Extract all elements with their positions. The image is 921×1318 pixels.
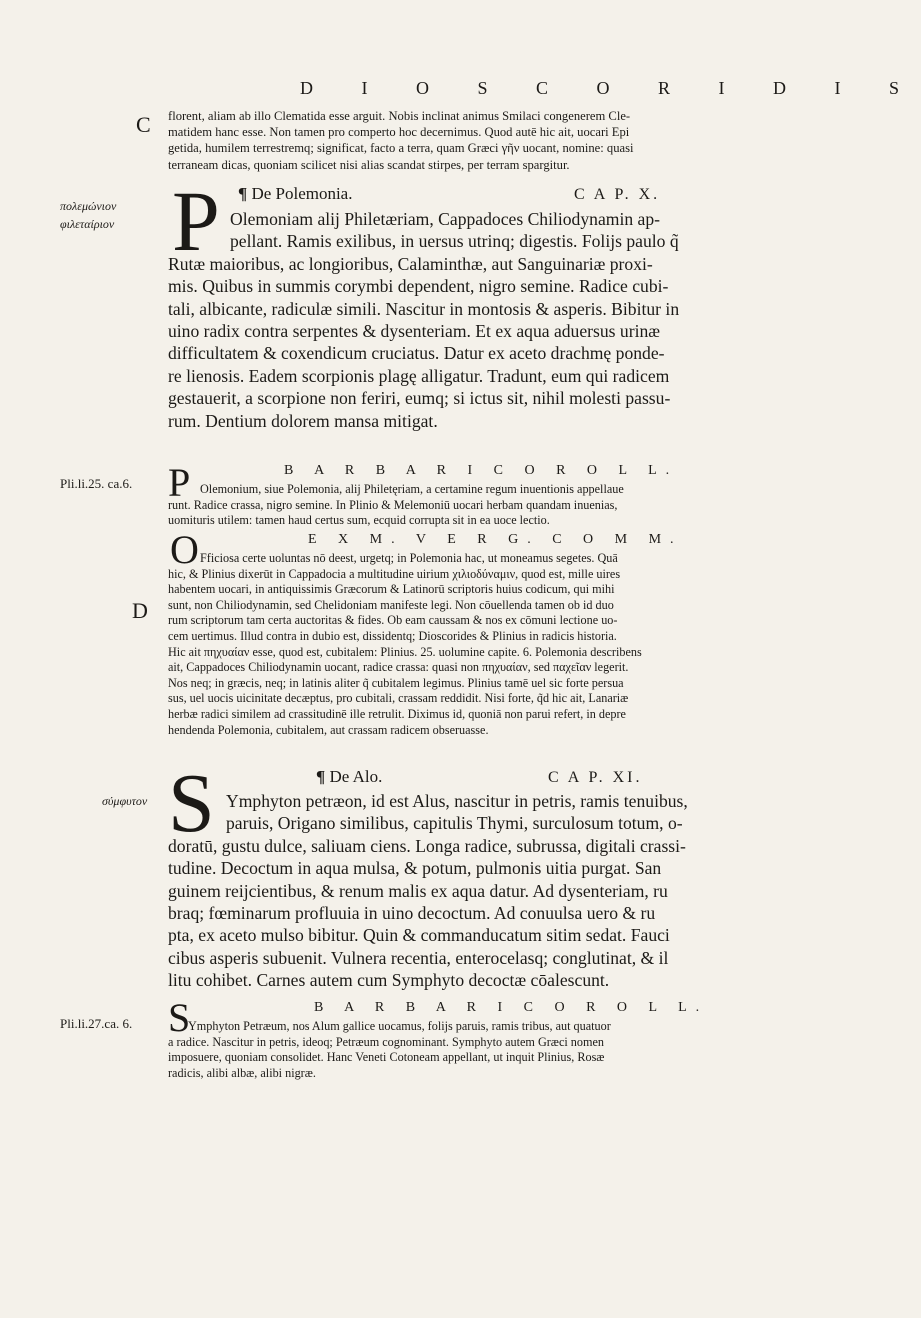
text-line: guinem reijcientibus, & renum malis ex aqua datur. Ad dysenteriam, ru — [168, 880, 668, 901]
text-line: terraneam dicas, quoniam scilicet nisi alias scandat stirpes, per terram spargitur. — [168, 157, 570, 172]
text-line: Olemonium, siue Polemonia, alij Philetęriam, a certamine regum inuentionis appellaue — [200, 482, 624, 496]
chapter-x-body — [168, 208, 788, 432]
text-line: herbæ radici similem ad crassitudinē ille retrulit. Diximus id, quoniā non parui refert, in depre — [168, 706, 626, 721]
intro-paragraph — [168, 108, 788, 173]
text-line: Nos neq; in græcis, neq; in latinis aliter q̃ cubitalem legimus. Plinius tamē uel sic forte persua — [168, 675, 624, 690]
commentary-body — [168, 551, 788, 738]
text-line: Rutæ maioribus, ac longioribus, Calaminthæ, aut Sanguinariæ proxi- — [168, 253, 653, 274]
text-line: braq; fœminarum profluuia in uino decoctum. Ad conuulsa uero & ru — [168, 903, 656, 924]
running-head: D I O S C O R I D I S — [300, 78, 921, 98]
text-line: tali, albicante, radiculæ simili. Nascitur in montosis & asperis. Bibitur in — [168, 298, 680, 319]
text-line: imposuere, quoniam consolidet. Hanc Veneti Cotoneam appellant, ut inquit Plinius, Rosæ — [168, 1050, 605, 1065]
text-line: mis. Quibus in summis corymbi dependent, nigro semine. Radice cubi- — [168, 276, 669, 297]
text-line: Fficiosa certe uoluntas nō deest, urgetq; in Polemonia hac, ut moneamus segetes. Quā — [200, 551, 618, 565]
text-line: sunt, non Chiliodynamin, sed Chelidoniam manifeste legi. Non cōuellenda tamen ob id duo — [168, 597, 614, 612]
text-line: gestauerit, a scorpione non feriri, eumq; si ictus sit, nihil molesti passu- — [168, 388, 671, 409]
text-line: hendenda Polemonia, cubitalem, aut crassam radicem obseruasse. — [168, 722, 489, 737]
text-line: sus, uel uocis uicinitate decæptus, pro cubitali, crassam reddidit. Nisi forte, q̃d hic ait, Lanariæ — [168, 691, 629, 706]
margin-greek-symphyton: σύμφυτον — [102, 794, 148, 808]
text-line: runt. Radice crassa, nigro semine. In Plinio & Melemoniū uocari herbam quandam inuenias, — [168, 497, 618, 512]
text-line: re lienosis. Eadem scorpionis plagę alligatur. Tradunt, eum qui radicem — [168, 365, 670, 386]
text-line: Olemoniam alij Philetæriam, Cappadoces Chiliodynamin ap- — [230, 209, 660, 229]
chapter-x-heading — [238, 184, 352, 204]
chapter-xi-body — [168, 790, 788, 992]
text-line: pellant. Ramis exilibus, in uersus utrinq; digestis. Folijs paulo q̃ — [230, 231, 679, 252]
text-line: hic, & Plinius dixerūt in Cappadocia a multitudine uirium χιλιοδύναμιν, quod est, mille uires — [168, 566, 621, 581]
barbari-corollarium-body-2 — [168, 1019, 788, 1081]
drop-cap-p-chapter-x: P — [172, 173, 220, 269]
text-line: habentem uocari, in antiquissimis Græcorum & Latinorū scriptoris huius codicum, qui mihi — [168, 582, 615, 597]
text-line: radicis, alibi albæ, alibi nigræ. — [168, 1065, 316, 1080]
drop-cap-p-barbari: P — [168, 460, 191, 505]
drop-cap-s-chapter-xi: S — [168, 757, 215, 850]
text-line: uino radix contra serpentes & dysenteriam. Et ex aqua aduersus urinæ — [168, 321, 660, 342]
drop-cap-s-barbari: S — [168, 995, 191, 1040]
margin-greek-philetairion: φιλεταίριον — [60, 217, 115, 231]
margin-pliny-reference-2: Pli.li.27.ca. 6. — [60, 1016, 133, 1031]
chapter-xi-title: De Alo. — [329, 767, 383, 786]
margin-pliny-reference-1: Pli.li.25. ca.6. — [60, 476, 133, 491]
drop-cap-o-commentary: O — [170, 527, 199, 572]
text-line: pta, ex aceto mulso bibitur. Quin & commanducatum sitim sedat. Fauci — [168, 925, 670, 946]
margin-greek-polemonion: πολεμώνιον — [60, 199, 117, 213]
text-line: cibus asperis subuenit. Vulnera recentia, enterocelasq; conglutinat, & il — [168, 947, 669, 968]
text-line: litu cohibet. Carnes autem cum Symphyto decoctæ cōalescunt. — [168, 970, 610, 991]
margin-section-letter-c: C — [136, 112, 151, 137]
chapter-x-title: De Polemonia. — [251, 184, 353, 203]
text-line: matidem hanc esse. Non tamen pro comperto hoc decernimus. Quod autē hic ait, uocari Epi — [168, 125, 630, 140]
text-line: a radice. Nascitur in petris, ideoq; Petræum cognominant. Symphyto autem Græci nomen — [168, 1034, 604, 1049]
text-line: difficultatem & coxendicum cruciatus. Datur ex aceto drachmę ponde- — [168, 343, 665, 364]
text-line: Hic ait πηχυαίαν esse, quod est, cubitalem: Plinius. 25. uolumine capite. 6. Polemonia describens — [168, 644, 642, 659]
margin-section-letter-d: D — [132, 598, 148, 623]
chapter-x-number: C A P. X. — [574, 186, 661, 203]
text-line: Ymphyton Petræum, nos Alum gallice uocamus, folijs paruis, ramis tribus, aut quatuor — [188, 1019, 611, 1033]
pilcrow-icon: ¶ — [238, 184, 252, 203]
barbari-corollarium-heading-2: B A R B A R I C O R O L L. — [314, 1000, 709, 1015]
commentary-heading: E X M. V E R G. C O M M. — [308, 532, 683, 547]
text-line: rum scriptorum tam certa auctoritas & fides. Ob eam caussam & nos ex cōmuni lectione uo- — [168, 613, 618, 628]
text-line: ait, Cappadoces Chiliodynamin uocant, radice crassa: quasi non πηχυαίαν, sed παχεῖαν legerit. — [168, 660, 629, 675]
text-line: rum. Dentium dolorem mansa mitigat. — [168, 410, 438, 431]
text-line: uomituris utilem: tamen haud certus sum, ecquid corrupta sit in ea uoce lectio. — [168, 513, 550, 528]
chapter-xi-number: C A P. XI. — [548, 769, 643, 786]
text-line: cem uertimus. Illud contra in dubio est, dissidentq; Dioscorides & Plinius in radicis historia. — [168, 628, 617, 643]
text-line: getida, humilem terrestremq; significat, facto a terra, quam Græci γῆν uocant, nomine: quasi — [168, 141, 634, 156]
text-line: florent, aliam ab illo Clematida esse arguit. Nobis inclinat animus Smilaci congenerem Cle- — [168, 109, 631, 123]
barbari-corollarium-heading-1: B A R B A R I C O R O L L. — [284, 463, 679, 478]
text-line: paruis, Origano similibus, capitulis Thymi, surculosum totum, o- — [226, 813, 683, 834]
text-line: doratū, gustu dulce, saliuam ciens. Longa radice, subrussa, digitali crassi- — [168, 835, 686, 856]
text-line: tudine. Decoctum in aqua mulsa, & potum, pulmonis uitia purgat. San — [168, 858, 662, 879]
text-line: Ymphyton petræon, id est Alus, nascitur in petris, ramis tenuibus, — [226, 791, 688, 811]
pilcrow-icon: ¶ — [316, 767, 330, 786]
barbari-corollarium-body-1 — [168, 482, 788, 529]
chapter-xi-heading — [316, 767, 382, 787]
